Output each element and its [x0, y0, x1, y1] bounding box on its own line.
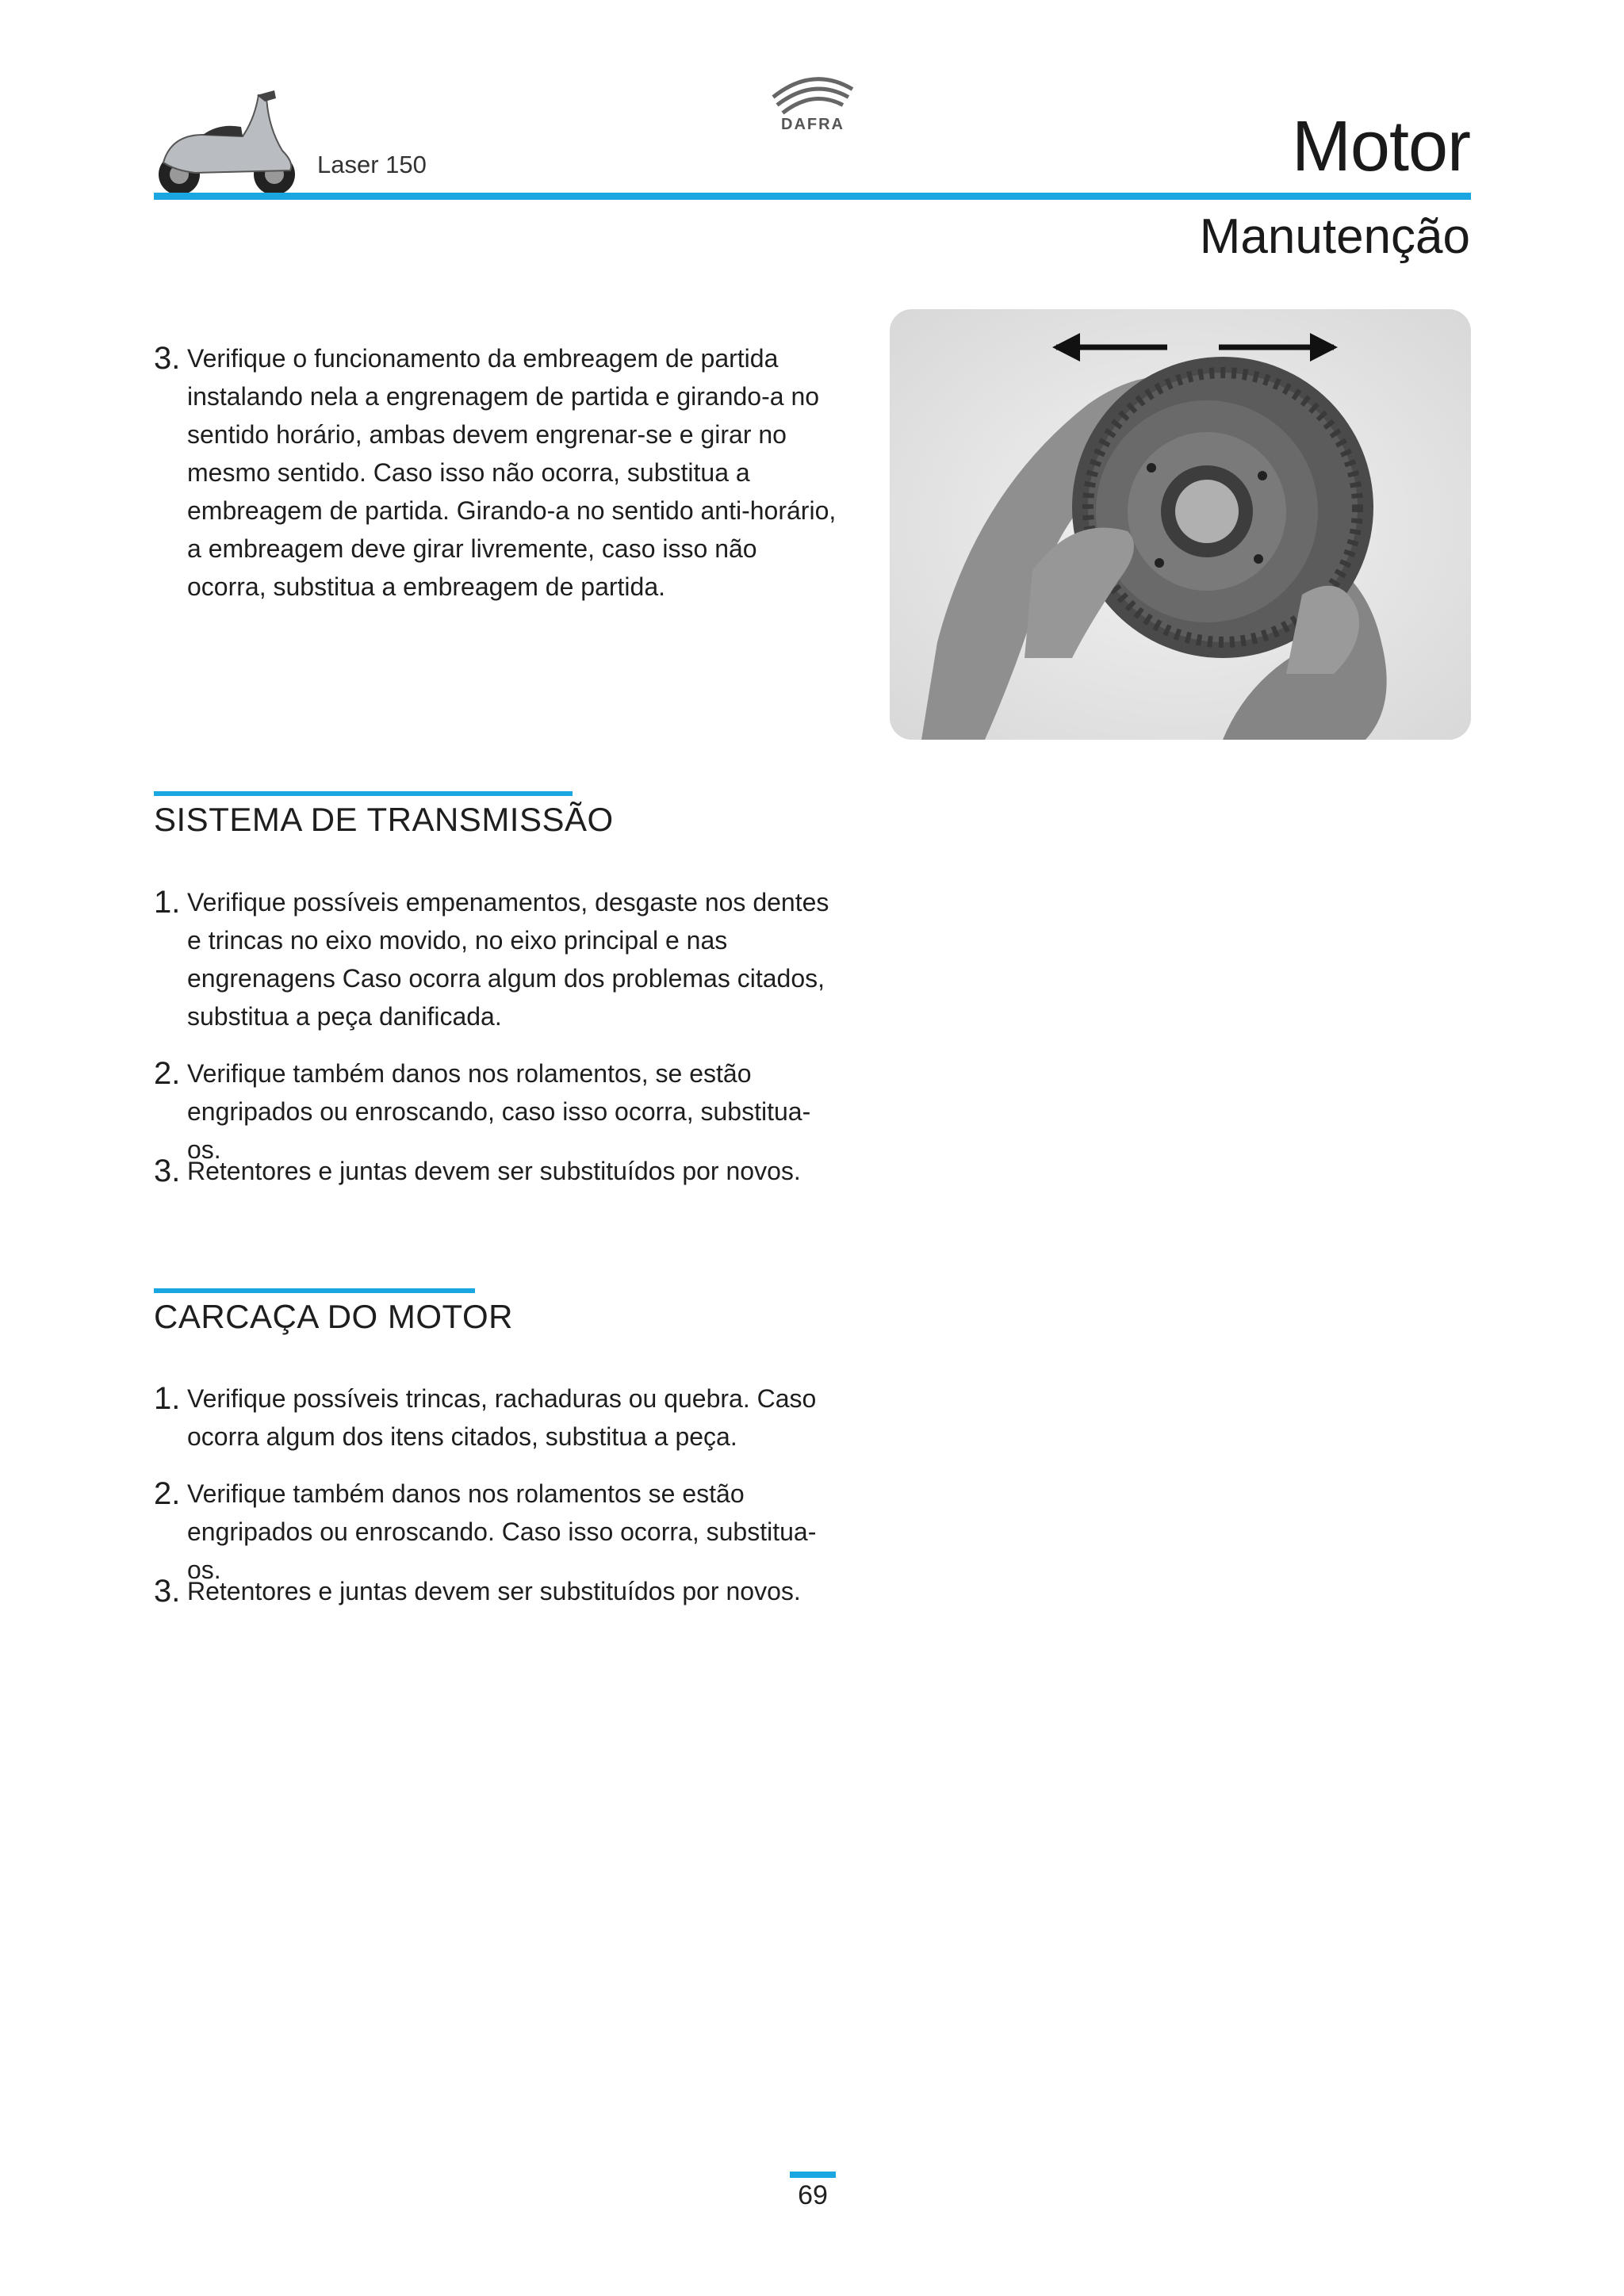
- item-text: Verifique também danos nos rolamentos, se estão engripados ou enroscando, caso isso ocorra, substitua-os.: [187, 1059, 811, 1164]
- item-number: 3.: [154, 1154, 181, 1188]
- item-text: Verifique também danos nos rolamentos se estão engripados ou enroscando. Caso isso ocorra, substitua-os.: [187, 1479, 817, 1584]
- item-text: Verifique possíveis empenamentos, desgaste nos dentes e trincas no eixo movido, no eixo principal e nas engrenagens Caso ocorra algum dos problemas citados, substitua a peça danificada.: [187, 888, 829, 1031]
- item-number: 1.: [154, 1381, 181, 1416]
- model-label: Laser 150: [317, 151, 427, 178]
- list-item: [154, 1054, 844, 1164]
- list-item: [154, 1475, 844, 1584]
- item-text: Retentores e juntas devem ser substituídos por novos.: [187, 1577, 801, 1605]
- item-text: Retentores e juntas devem ser substituídos por novos.: [187, 1157, 801, 1185]
- item-number: 3.: [154, 1574, 181, 1609]
- item-text: Verifique o funcionamento da embreagem de partida instalando nela a engrenagem de partida e girando-a no sentido horário, ambas devem engrenar-se e girar no mesmo sentido. Caso isso não ocorra, substitua a embreagem de partida. Girando-a no sentido anti-horário, a embreagem deve girar livremente, caso isso não ocorra, substitua a embreagem de partida.: [187, 344, 837, 601]
- item-number: 1.: [154, 885, 181, 920]
- section-subtitle: Manutenção: [1199, 209, 1470, 264]
- header-divider: [154, 193, 1471, 200]
- section-title-carcaca: CARCAÇA DO MOTOR: [154, 1298, 513, 1335]
- page-number: 69: [798, 2180, 828, 2210]
- list-item: [154, 1152, 844, 1192]
- logo-wordmark: DAFRA: [781, 116, 845, 133]
- starter-clutch-photo: [890, 309, 1471, 740]
- section-rule: [154, 791, 573, 796]
- section-title-transmissao: SISTEMA DE TRANSMISSÃO: [154, 801, 614, 838]
- item-number: 2.: [154, 1056, 181, 1091]
- scooter-illustration: [147, 87, 306, 198]
- section-rule: [154, 1288, 475, 1293]
- page-number-rule: [790, 2172, 836, 2178]
- list-item: [154, 1572, 844, 1612]
- list-item: [154, 339, 844, 617]
- list-item: [154, 883, 844, 1042]
- list-item: [154, 1380, 844, 1459]
- item-number: 3.: [154, 341, 181, 376]
- chapter-title: Motor: [1291, 107, 1470, 186]
- item-number: 2.: [154, 1476, 181, 1511]
- item-text: Verifique possíveis trincas, rachaduras ou quebra. Caso ocorra algum dos itens citados, substitua a peça.: [187, 1384, 817, 1451]
